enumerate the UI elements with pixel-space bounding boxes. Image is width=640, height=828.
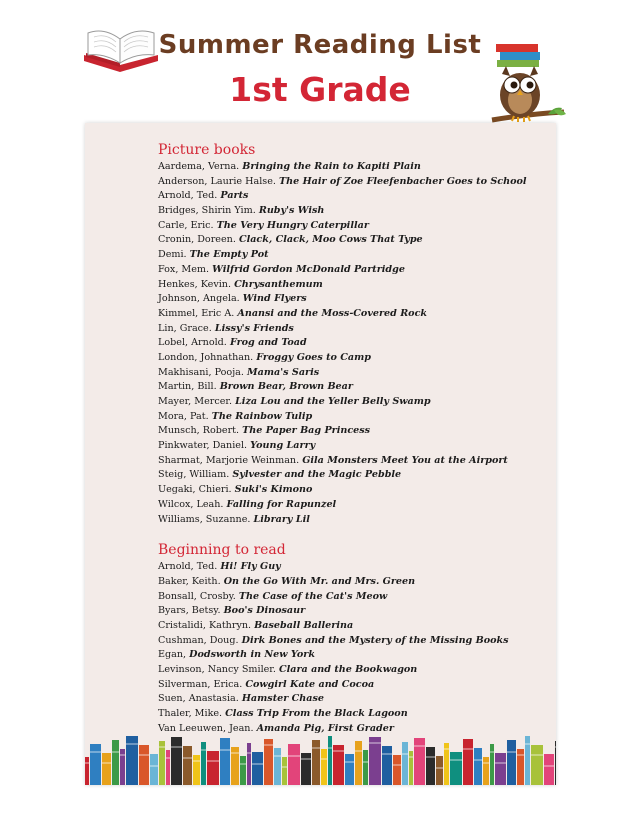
book-spine bbox=[450, 752, 462, 785]
book-spine-band bbox=[517, 754, 524, 756]
book-spine bbox=[490, 744, 494, 785]
book-spine bbox=[252, 752, 263, 785]
picture-books-list bbox=[158, 160, 556, 527]
book-spine bbox=[463, 739, 473, 785]
list-item: Henkes, Kevin. Chrysanthemum bbox=[158, 278, 323, 290]
book-spine bbox=[328, 736, 332, 785]
list-item: Arnold, Ted. Parts bbox=[158, 190, 249, 202]
list-item: Silverman, Erica. Cowgirl Kate and Cocoa bbox=[158, 678, 375, 690]
book-spine bbox=[282, 757, 287, 785]
book-spine-band bbox=[345, 761, 354, 763]
list-item: Baker, Keith. On the Go With Mr. and Mrs. Green bbox=[158, 575, 416, 587]
list-item: Byars, Betsy. Boo's Dinosaur bbox=[158, 605, 306, 617]
book-spine-band bbox=[490, 751, 494, 753]
list-item: Steig, William. Sylvester and the Magic Pebble bbox=[158, 469, 402, 481]
book-spine bbox=[495, 753, 506, 785]
list-item: Mayer, Mercer. Liza Lou and the Yeller Belly Swamp bbox=[158, 396, 431, 407]
book-spine bbox=[247, 743, 251, 785]
book-spine-band bbox=[444, 748, 449, 750]
list-item: Levinson, Nancy Smiler. Clara and the Bookwagon bbox=[158, 664, 418, 675]
book-spine bbox=[207, 751, 219, 785]
book-spine-band bbox=[436, 767, 443, 769]
book-spine bbox=[102, 753, 111, 785]
book-spine-band bbox=[312, 747, 320, 749]
list-item: London, Johnathan. Froggy Goes to Camp bbox=[158, 351, 372, 363]
grade-subtitle: 1st Grade bbox=[229, 70, 411, 109]
owl-on-books-icon bbox=[488, 40, 568, 125]
book-spine-band bbox=[150, 765, 158, 767]
book-spine bbox=[483, 757, 489, 785]
book-spine bbox=[274, 748, 281, 785]
book-spine bbox=[474, 748, 482, 785]
book-spine bbox=[312, 740, 320, 785]
book-spine-band bbox=[120, 754, 125, 756]
list-item: Arnold, Ted. Hi! Fly Guy bbox=[158, 561, 281, 573]
book-spine-band bbox=[301, 758, 311, 760]
list-item: Johnson, Angela. Wind Flyers bbox=[158, 293, 307, 305]
book-spine-band bbox=[201, 749, 206, 751]
book-spine-band bbox=[483, 762, 489, 764]
list-item: Bridges, Shirin Yim. Ruby's Wish bbox=[158, 205, 325, 217]
book-spine-band bbox=[159, 746, 165, 748]
book-spine-band bbox=[231, 752, 239, 754]
book-spine bbox=[193, 755, 200, 785]
reading-list-content bbox=[158, 141, 556, 736]
list-item: Cushman, Doug. Dirk Bones and the Mystery of the Missing Books bbox=[158, 634, 509, 646]
book-spine-band bbox=[171, 746, 182, 748]
list-item: Fox, Mem. Wilfrid Gordon McDonald Partridge bbox=[158, 263, 405, 275]
book-spine-band bbox=[363, 761, 368, 763]
book-spine-band bbox=[264, 744, 273, 746]
book-spine bbox=[363, 750, 368, 785]
page-title: Summer Reading List bbox=[158, 30, 482, 60]
book-spine bbox=[183, 746, 192, 785]
book-spine bbox=[393, 755, 401, 785]
list-item: Aardema, Verna. Bringing the Rain to Kapiti Plain bbox=[158, 161, 421, 172]
book-spine-band bbox=[126, 743, 138, 745]
list-item: Lin, Grace. Lissy's Friends bbox=[158, 322, 294, 334]
book-spine-band bbox=[193, 760, 200, 762]
book-spine bbox=[90, 744, 101, 785]
book-spine-band bbox=[507, 751, 516, 753]
book-spine-band bbox=[282, 766, 287, 768]
book-spine-band bbox=[112, 751, 119, 753]
book-spine bbox=[201, 742, 206, 785]
book-spine-band bbox=[102, 762, 111, 764]
book-spine bbox=[139, 745, 149, 785]
book-spine bbox=[382, 746, 392, 785]
list-item: Mora, Pat. The Rainbow Tulip bbox=[158, 410, 313, 422]
list-item: Lobel, Arnold. Frog and Toad bbox=[158, 337, 307, 349]
book-spine-band bbox=[402, 753, 408, 755]
list-item: Williams, Suzanne. Library Lil bbox=[158, 513, 310, 525]
list-item: Anderson, Laurie Halse. The Hair of Zoe Fleefenbacher Goes to School bbox=[158, 175, 527, 187]
book-spine bbox=[426, 747, 435, 785]
list-item: Egan, Dodsworth in New York bbox=[158, 649, 315, 661]
book-spine-band bbox=[220, 749, 230, 751]
book-spine-band bbox=[240, 763, 246, 765]
book-spine bbox=[402, 742, 408, 785]
book-spine-band bbox=[495, 762, 506, 764]
book-spine-band bbox=[90, 751, 101, 753]
book-spine-band bbox=[321, 758, 327, 760]
book-spine-band bbox=[426, 756, 435, 758]
book-spine bbox=[436, 756, 443, 785]
book-spine-band bbox=[555, 746, 556, 748]
list-item: Cristalidi, Kathryn. Baseball Ballerina bbox=[158, 619, 354, 631]
book-spine-band bbox=[544, 765, 554, 767]
beginning-to-read-list bbox=[158, 560, 556, 736]
list-item: Carle, Eric. The Very Hungry Caterpillar bbox=[158, 219, 369, 231]
list-item: Pinkwater, Daniel. Young Larry bbox=[158, 440, 316, 452]
book-spine bbox=[171, 737, 182, 785]
list-item: Suen, Anastasia. Hamster Chase bbox=[158, 693, 324, 705]
book-spine bbox=[85, 757, 89, 785]
book-spine-band bbox=[450, 759, 462, 761]
list-item: Sharmat, Marjorie Weinman. Gila Monsters Meet You at the Airport bbox=[158, 454, 508, 466]
book-spine bbox=[220, 738, 230, 785]
book-spine bbox=[240, 756, 246, 785]
book-spine-band bbox=[525, 743, 530, 745]
book-spine bbox=[531, 745, 543, 785]
list-item: Bonsall, Crosby. The Case of the Cat's Meow bbox=[158, 590, 388, 602]
book-spine bbox=[301, 753, 311, 785]
book-spine bbox=[112, 740, 119, 785]
book-spine bbox=[345, 754, 354, 785]
book-spine-band bbox=[247, 752, 251, 754]
book-spine-band bbox=[463, 748, 473, 750]
book-spine-band bbox=[328, 747, 332, 749]
book-spine-band bbox=[333, 750, 344, 752]
book-spine-band bbox=[531, 754, 543, 756]
book-spine-band bbox=[382, 753, 392, 755]
list-item: Wilcox, Leah. Falling for Rapunzel bbox=[158, 498, 337, 510]
section-heading-beginning-to-read: Beginning to read bbox=[158, 542, 286, 559]
book-spine-band bbox=[474, 759, 482, 761]
book-spine bbox=[150, 754, 158, 785]
book-spine bbox=[355, 741, 362, 785]
list-item: Demi. The Empty Pot bbox=[158, 249, 269, 261]
book-spine-band bbox=[369, 742, 381, 744]
list-item: Uegaki, Chieri. Suki's Kimono bbox=[158, 484, 313, 496]
book-spine-band bbox=[355, 750, 362, 752]
list-item: Van Leeuwen, Jean. Amanda Pig, First Grader bbox=[158, 722, 394, 734]
book-spine-band bbox=[414, 745, 425, 747]
book-spine-band bbox=[139, 754, 149, 756]
section-heading-picture-books: Picture books bbox=[158, 142, 256, 158]
list-item: Makhisani, Pooja. Mama's Saris bbox=[158, 366, 320, 378]
book-spine-band bbox=[274, 755, 281, 757]
book-spine-band bbox=[166, 757, 170, 759]
bookshelf-decoration bbox=[85, 732, 556, 785]
book-spine-band bbox=[183, 757, 192, 759]
list-item: Martin, Bill. Brown Bear, Brown Bear bbox=[158, 381, 353, 393]
book-spine bbox=[166, 750, 170, 785]
book-spine-band bbox=[207, 760, 219, 762]
book-spine-band bbox=[409, 756, 413, 758]
book-spine bbox=[507, 740, 516, 785]
list-item: Kimmel, Eric A. Anansi and the Moss-Covered Rock bbox=[158, 307, 428, 319]
book-spine bbox=[369, 737, 381, 785]
book-spine bbox=[321, 749, 327, 785]
book-spine-band bbox=[393, 764, 401, 766]
list-item: Thaler, Mike. Class Trip From the Black Lagoon bbox=[158, 708, 408, 720]
list-item: Munsch, Robert. The Paper Bag Princess bbox=[158, 425, 371, 437]
book-spine-band bbox=[288, 755, 300, 757]
book-spine bbox=[288, 744, 300, 785]
list-item: Cronin, Doreen. Clack, Clack, Moo Cows That Type bbox=[158, 234, 423, 246]
book-spine bbox=[544, 754, 554, 785]
book-spine-band bbox=[85, 762, 89, 764]
book-spine-band bbox=[252, 763, 263, 765]
